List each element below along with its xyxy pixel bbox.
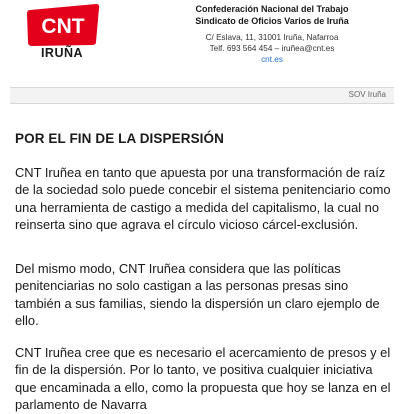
logo-text: CNT (41, 15, 85, 38)
article-title: POR EL FIN DE LA DISPERSIÓN (15, 131, 224, 146)
article-paragraph-2: Del mismo modo, CNT Iruñea considera que las políticas penitenciarias no solo castigan a las personas presas sino también a sus familias, siendo la dispersión un claro ejemplo de ello. (15, 261, 380, 329)
section-bar-label: SOV Iruña (348, 90, 386, 99)
org-address: C/ Eslava, 11, 31001 Iruña, Nafarroa (205, 33, 339, 42)
article-paragraph-3: CNT Iruñea cree que es necesario el acercamiento de presos y el fin de la dispersión. Por lo tanto, ve positiva cualquier iniciativa que encaminada a ello, como la propuesta que hoy se lanza en el parlamento de Navarra (15, 345, 391, 413)
org-info (152, 3, 392, 65)
org-website-link[interactable]: cnt.es (261, 55, 283, 64)
article-paragraph-1: CNT Iruñea en tanto que apuesta por una transformación de raíz de la sociedad solo puede concebir el sistema penitenciario como una herramienta de castigo a medida del capitalismo, la cual no reinserta sino que agrava el círculo vicioso cárcel-exclusión. (15, 165, 391, 233)
org-name-line1: Confederación Nacional del Trabajo (195, 4, 349, 14)
cnt-flag-icon (26, 2, 102, 48)
org-name-line2: Sindicato de Oficios Varios de Iruña (195, 16, 349, 26)
logo-city: IRUÑA (40, 46, 84, 60)
org-contact: Telf. 693 564 454 – iruñea@cnt.es (209, 44, 335, 53)
section-bar (10, 87, 394, 104)
